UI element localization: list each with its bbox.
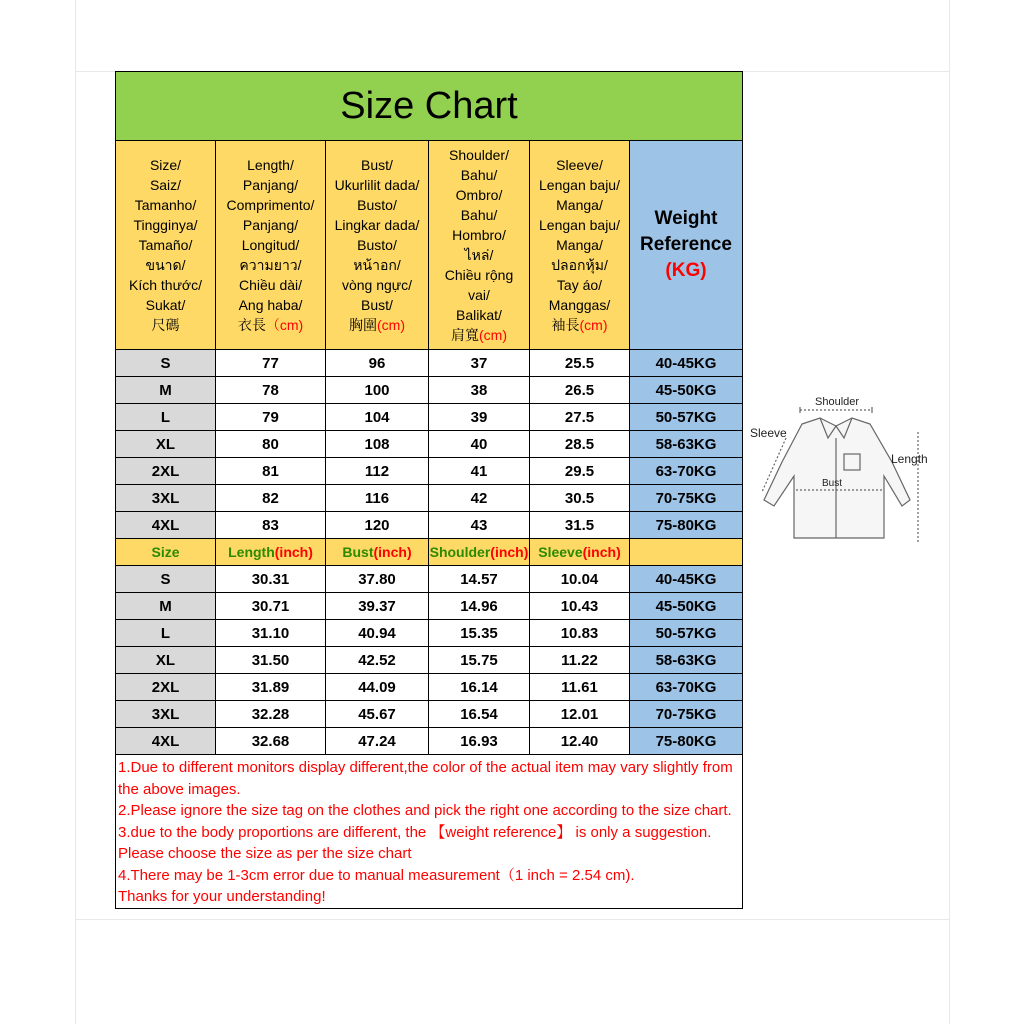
inch-header-row: [116, 539, 743, 566]
cell-shoulder: 42: [429, 485, 530, 512]
inch-size-row: [116, 728, 743, 755]
cell-weight: 50-57KG: [630, 404, 743, 431]
cell-sleeve: 10.83: [530, 620, 630, 647]
cell-shoulder: 14.96: [429, 593, 530, 620]
cell-shoulder: 15.75: [429, 647, 530, 674]
shirt-icon: [742, 392, 942, 552]
cm-size-row: [116, 377, 743, 404]
cell-weight: 45-50KG: [630, 377, 743, 404]
cell-sleeve: 11.22: [530, 647, 630, 674]
cm-size-row: [116, 485, 743, 512]
cell-weight: 75-80KG: [630, 512, 743, 539]
cm-header-row: [116, 141, 743, 350]
header-bust: Bust/ Ukurlilit dada/ Busto/ Lingkar dada/ Busto/ หน้าอก/ vòng ngực/ Bust/ 胸圍(cm): [326, 141, 429, 350]
cell-sleeve: 11.61: [530, 674, 630, 701]
inch-header-bust: Bust(inch): [326, 539, 429, 566]
sheet-gridline: [75, 919, 950, 920]
cell-length: 30.71: [216, 593, 326, 620]
cell-bust: 96: [326, 350, 429, 377]
cell-shoulder: 14.57: [429, 566, 530, 593]
cell-size: L: [116, 620, 216, 647]
cell-sleeve: 10.43: [530, 593, 630, 620]
note-5: Thanks for your understanding!: [118, 888, 326, 905]
cell-length: 83: [216, 512, 326, 539]
cell-size: 2XL: [116, 674, 216, 701]
cell-bust: 39.37: [326, 593, 429, 620]
cell-sleeve: 10.04: [530, 566, 630, 593]
header-shoulder: Shoulder/ Bahu/ Ombro/ Bahu/ Hombro/ ไหล่/ Chiều rộng vai/ Balikat/ 肩寬(cm): [429, 141, 530, 350]
note-3: 3.due to the body proportions are different, the 【weight reference】 is only a suggestion. Please choose the size as per the size chart: [118, 823, 712, 862]
cell-bust: 120: [326, 512, 429, 539]
cell-length: 77: [216, 350, 326, 377]
cell-size: L: [116, 404, 216, 431]
cell-length: 32.28: [216, 701, 326, 728]
cell-shoulder: 41: [429, 458, 530, 485]
cell-weight: 63-70KG: [630, 458, 743, 485]
cell-sleeve: 31.5: [530, 512, 630, 539]
cell-sleeve: 26.5: [530, 377, 630, 404]
cm-size-row: [116, 458, 743, 485]
cell-shoulder: 43: [429, 512, 530, 539]
cell-weight: 70-75KG: [630, 701, 743, 728]
cell-sleeve: 12.40: [530, 728, 630, 755]
cell-weight: 58-63KG: [630, 431, 743, 458]
cell-weight: 40-45KG: [630, 350, 743, 377]
cell-shoulder: 15.35: [429, 620, 530, 647]
cell-length: 81: [216, 458, 326, 485]
cell-size: 4XL: [116, 512, 216, 539]
length-label: Length: [891, 452, 928, 466]
cell-weight: 40-45KG: [630, 566, 743, 593]
cell-length: 78: [216, 377, 326, 404]
note-4: 4.There may be 1-3cm error due to manual measurement（1 inch = 2.54 cm).: [118, 866, 635, 884]
header-length: Length/ Panjang/ Comprimento/ Panjang/ Longitud/ ความยาว/ Chiều dài/ Ang haba/ 衣長（cm): [216, 141, 326, 350]
cm-size-row: [116, 431, 743, 458]
cell-sleeve: 29.5: [530, 458, 630, 485]
inch-size-row: [116, 593, 743, 620]
inch-size-row: [116, 620, 743, 647]
sheet-gridline: [949, 0, 950, 1024]
header-sleeve: Sleeve/ Lengan baju/ Manga/ Lengan baju/ Manga/ ปลอกหุ้ม/ Tay áo/ Manggas/ 袖長(cm): [530, 141, 630, 350]
inch-header-length: Length(inch): [216, 539, 326, 566]
inch-size-row: [116, 674, 743, 701]
cell-bust: 108: [326, 431, 429, 458]
cell-length: 32.68: [216, 728, 326, 755]
header-weight-reference: Weight Reference (KG): [630, 141, 743, 350]
cm-size-row: [116, 512, 743, 539]
cm-size-row: [116, 350, 743, 377]
size-chart: [115, 71, 742, 909]
cell-length: 30.31: [216, 566, 326, 593]
cell-size: 3XL: [116, 701, 216, 728]
cell-size: M: [116, 593, 216, 620]
cell-size: XL: [116, 647, 216, 674]
inch-header-size: Size: [116, 539, 216, 566]
shoulder-label: Shoulder: [815, 396, 860, 408]
cell-shoulder: 16.93: [429, 728, 530, 755]
cell-shoulder: 38: [429, 377, 530, 404]
notes: [116, 755, 743, 909]
cell-size: XL: [116, 431, 216, 458]
inch-size-row: [116, 647, 743, 674]
cell-size: M: [116, 377, 216, 404]
cell-bust: 100: [326, 377, 429, 404]
bust-label: Bust: [822, 478, 843, 489]
cell-shoulder: 16.14: [429, 674, 530, 701]
cell-bust: 116: [326, 485, 429, 512]
cell-bust: 104: [326, 404, 429, 431]
cell-length: 31.50: [216, 647, 326, 674]
cell-bust: 45.67: [326, 701, 429, 728]
cell-length: 80: [216, 431, 326, 458]
cell-shoulder: 39: [429, 404, 530, 431]
cell-size: 2XL: [116, 458, 216, 485]
cell-weight: 63-70KG: [630, 674, 743, 701]
header-size: Size/ Saiz/ Tamanho/ Tingginya/ Tamaño/ ขนาด/ Kích thước/ Sukat/ 尺碼: [116, 141, 216, 350]
sheet-gridline: [75, 0, 76, 1024]
cm-size-row: [116, 404, 743, 431]
cell-shoulder: 40: [429, 431, 530, 458]
cell-weight: 58-63KG: [630, 647, 743, 674]
note-1: 1.Due to different monitors display different,the color of the actual item may vary slightly from the above images.: [118, 759, 733, 798]
inch-header-weight: [630, 539, 743, 566]
cell-weight: 75-80KG: [630, 728, 743, 755]
cell-bust: 112: [326, 458, 429, 485]
cell-sleeve: 30.5: [530, 485, 630, 512]
inch-header-sleeve: Sleeve(inch): [530, 539, 630, 566]
cell-weight: 50-57KG: [630, 620, 743, 647]
cell-bust: 44.09: [326, 674, 429, 701]
cell-sleeve: 25.5: [530, 350, 630, 377]
cell-size: S: [116, 350, 216, 377]
cell-size: 4XL: [116, 728, 216, 755]
cell-sleeve: 28.5: [530, 431, 630, 458]
cell-bust: 37.80: [326, 566, 429, 593]
cell-weight: 45-50KG: [630, 593, 743, 620]
cell-size: S: [116, 566, 216, 593]
chart-title: Size Chart: [116, 72, 743, 141]
inch-size-row: [116, 566, 743, 593]
cell-bust: 40.94: [326, 620, 429, 647]
cell-weight: 70-75KG: [630, 485, 743, 512]
inch-size-row: [116, 701, 743, 728]
cell-shoulder: 37: [429, 350, 530, 377]
cell-length: 79: [216, 404, 326, 431]
cell-bust: 47.24: [326, 728, 429, 755]
cell-length: 31.89: [216, 674, 326, 701]
cell-shoulder: 16.54: [429, 701, 530, 728]
cell-size: 3XL: [116, 485, 216, 512]
cell-length: 31.10: [216, 620, 326, 647]
inch-header-shoulder: Shoulder(inch): [429, 539, 530, 566]
cell-bust: 42.52: [326, 647, 429, 674]
note-2: 2.Please ignore the size tag on the clothes and pick the right one according to the size chart.: [118, 802, 732, 819]
cell-sleeve: 27.5: [530, 404, 630, 431]
cell-length: 82: [216, 485, 326, 512]
cell-sleeve: 12.01: [530, 701, 630, 728]
shirt-measurement-illustration: [742, 392, 942, 552]
sleeve-label: Sleeve: [750, 426, 787, 440]
size-chart-table: [115, 71, 743, 909]
